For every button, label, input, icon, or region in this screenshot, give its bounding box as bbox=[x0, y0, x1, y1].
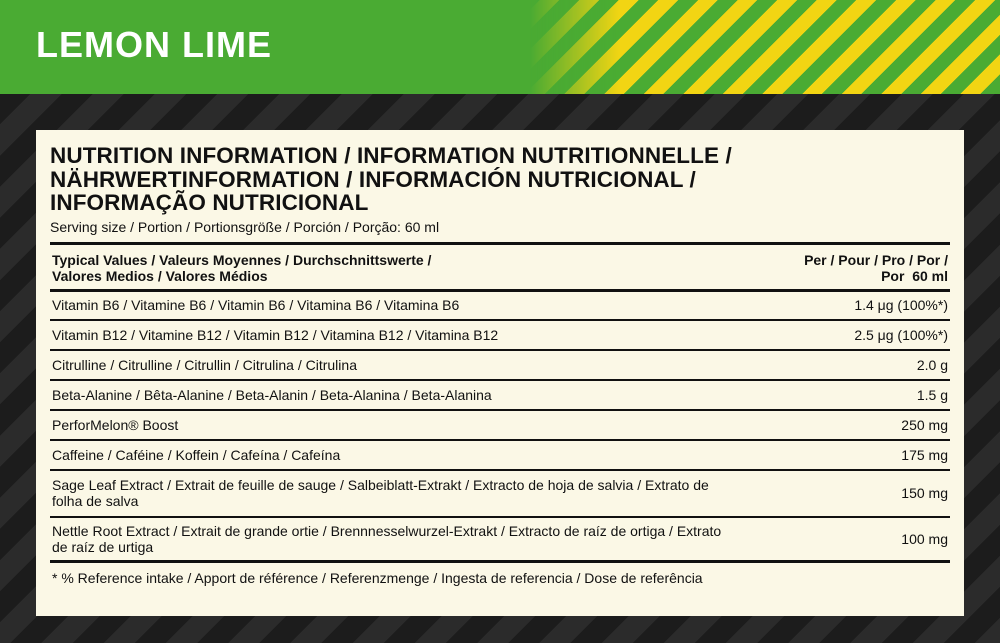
flavor-title: LEMON LIME bbox=[36, 24, 272, 65]
per-serving-header bbox=[804, 252, 948, 284]
header-text: Per / Pour / Pro / Por / bbox=[804, 251, 948, 268]
nutrient-value: 175 mg bbox=[901, 446, 948, 463]
nutrition-title bbox=[50, 144, 950, 215]
flavor-header bbox=[0, 0, 1000, 94]
nutrition-title-line: NUTRITION INFORMATION / INFORMATION NUTRITIONNELLE / bbox=[50, 143, 732, 168]
table-row bbox=[50, 409, 950, 439]
table-row bbox=[50, 319, 950, 349]
nutrient-value: 1.4 μg (100%*) bbox=[854, 297, 948, 313]
nutrient-name: Nettle Root Extract / Extrait de grande ortie / Brennnesselwurzel-Extrakt / Extracto de raíz de ortiga / Extrato de raíz de urtiga bbox=[52, 522, 722, 555]
table-header bbox=[50, 245, 950, 289]
nutrient-name: Vitamin B6 / Vitamine B6 / Vitamin B6 / Vitamina B6 / Vitamina B6 bbox=[52, 297, 460, 313]
table-row bbox=[50, 439, 950, 469]
nutrient-name: PerforMelon® Boost bbox=[52, 416, 179, 433]
header-stripes bbox=[530, 0, 1000, 94]
nutrient-value: 2.0 g bbox=[916, 356, 948, 373]
header-text: Typical Values / Valeurs Moyennes / Durchschnittswerte / bbox=[52, 251, 432, 268]
nutrient-name: Citrulline / Citrulline / Citrullin / Citrulina / Citrulina bbox=[52, 356, 357, 373]
typical-values-header bbox=[52, 252, 431, 284]
header-text: Por 60 ml bbox=[881, 267, 948, 284]
serving-size: Serving size / Portion / Portionsgröße / Porción / Porção: 60 ml bbox=[50, 218, 440, 235]
nutrient-name: Sage Leaf Extract / Extrait de feuille de sauge / Salbeiblatt-Extrakt / Extracto de hoja de salvia / Extrato de folha de salva bbox=[52, 477, 709, 509]
nutrient-name: Vitamin B12 / Vitamine B12 / Vitamin B12 / Vitamina B12 / Vitamina B12 bbox=[52, 326, 499, 343]
nutrient-name: Caffeine / Caféine / Koffein / Cafeína / Cafeína bbox=[52, 446, 341, 463]
table-row bbox=[50, 469, 950, 516]
nutrition-title-line: NÄHRWERTINFORMATION / INFORMACIÓN NUTRICIONAL / bbox=[50, 166, 696, 192]
header-text: Valores Medios / Valores Médios bbox=[52, 267, 268, 284]
nutrition-rows bbox=[50, 289, 950, 563]
nutrient-name: Beta-Alanine / Bêta-Alanine / Beta-Alanin / Beta-Alanina / Beta-Alanina bbox=[52, 386, 492, 403]
nutrition-panel bbox=[36, 130, 964, 616]
table-row bbox=[50, 349, 950, 379]
nutrient-value: 1.5 g bbox=[916, 386, 948, 403]
nutrient-value: 100 mg bbox=[901, 530, 948, 547]
nutrient-value: 250 mg bbox=[901, 416, 948, 433]
reference-footnote: * % Reference intake / Apport de référence / Referenzmenge / Ingesta de referencia / Dose de referência bbox=[52, 569, 703, 586]
nutrient-value: 150 mg bbox=[901, 485, 948, 501]
table-row bbox=[50, 289, 950, 319]
table-row bbox=[50, 516, 950, 563]
table-row bbox=[50, 379, 950, 409]
nutrient-value: 2.5 μg (100%*) bbox=[854, 326, 948, 343]
nutrition-title-line: INFORMAÇÃO NUTRICIONAL bbox=[50, 190, 369, 215]
